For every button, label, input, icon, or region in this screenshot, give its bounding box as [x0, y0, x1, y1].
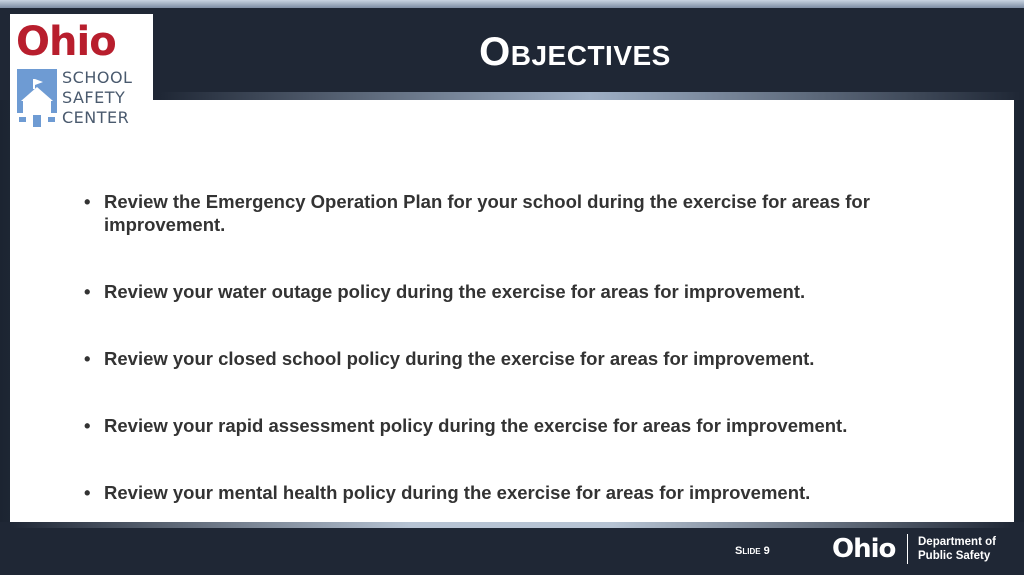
logo-word-school: SCHOOL: [62, 68, 133, 87]
logo-word-center: CENTER: [62, 108, 130, 127]
objective-item-1: • Review the Emergency Operation Plan for your school during the exercise for areas for improvement.: [82, 190, 902, 236]
objective-item-5: • Review your mental health policy during the exercise for areas for improvement.: [82, 481, 902, 504]
ohio-dps-logo: [832, 532, 1012, 566]
dps-name: [918, 535, 996, 563]
content-notch: [10, 132, 160, 142]
slide-title: Objectives: [479, 30, 671, 74]
footer-stripe: [10, 522, 1014, 528]
logo-words: [62, 68, 132, 128]
slide-number: Slide 9: [735, 545, 770, 557]
objective-item-4: • Review your rapid assessment policy during the exercise for areas for improvement.: [82, 414, 902, 437]
title-underline: [160, 92, 1020, 100]
content-panel: [10, 100, 1014, 522]
dps-line-1: Department of: [918, 536, 996, 548]
objective-item-2: • Review your water outage policy during the exercise for areas for improvement.: [82, 280, 902, 303]
schoolhouse-icon: [17, 69, 61, 129]
header-stripe: [0, 0, 1024, 8]
dps-line-2: Public Safety: [918, 550, 991, 562]
logo-ohio-text: Ohio: [16, 19, 116, 65]
dps-divider: [907, 534, 908, 564]
school-safety-center-logo: [10, 14, 153, 132]
objectives-list: [82, 190, 902, 548]
logo-word-safety: SAFETY: [62, 88, 126, 107]
dps-ohio-text: Ohio: [832, 534, 896, 564]
objective-item-3: • Review your closed school policy during the exercise for areas for improvement.: [82, 347, 902, 370]
